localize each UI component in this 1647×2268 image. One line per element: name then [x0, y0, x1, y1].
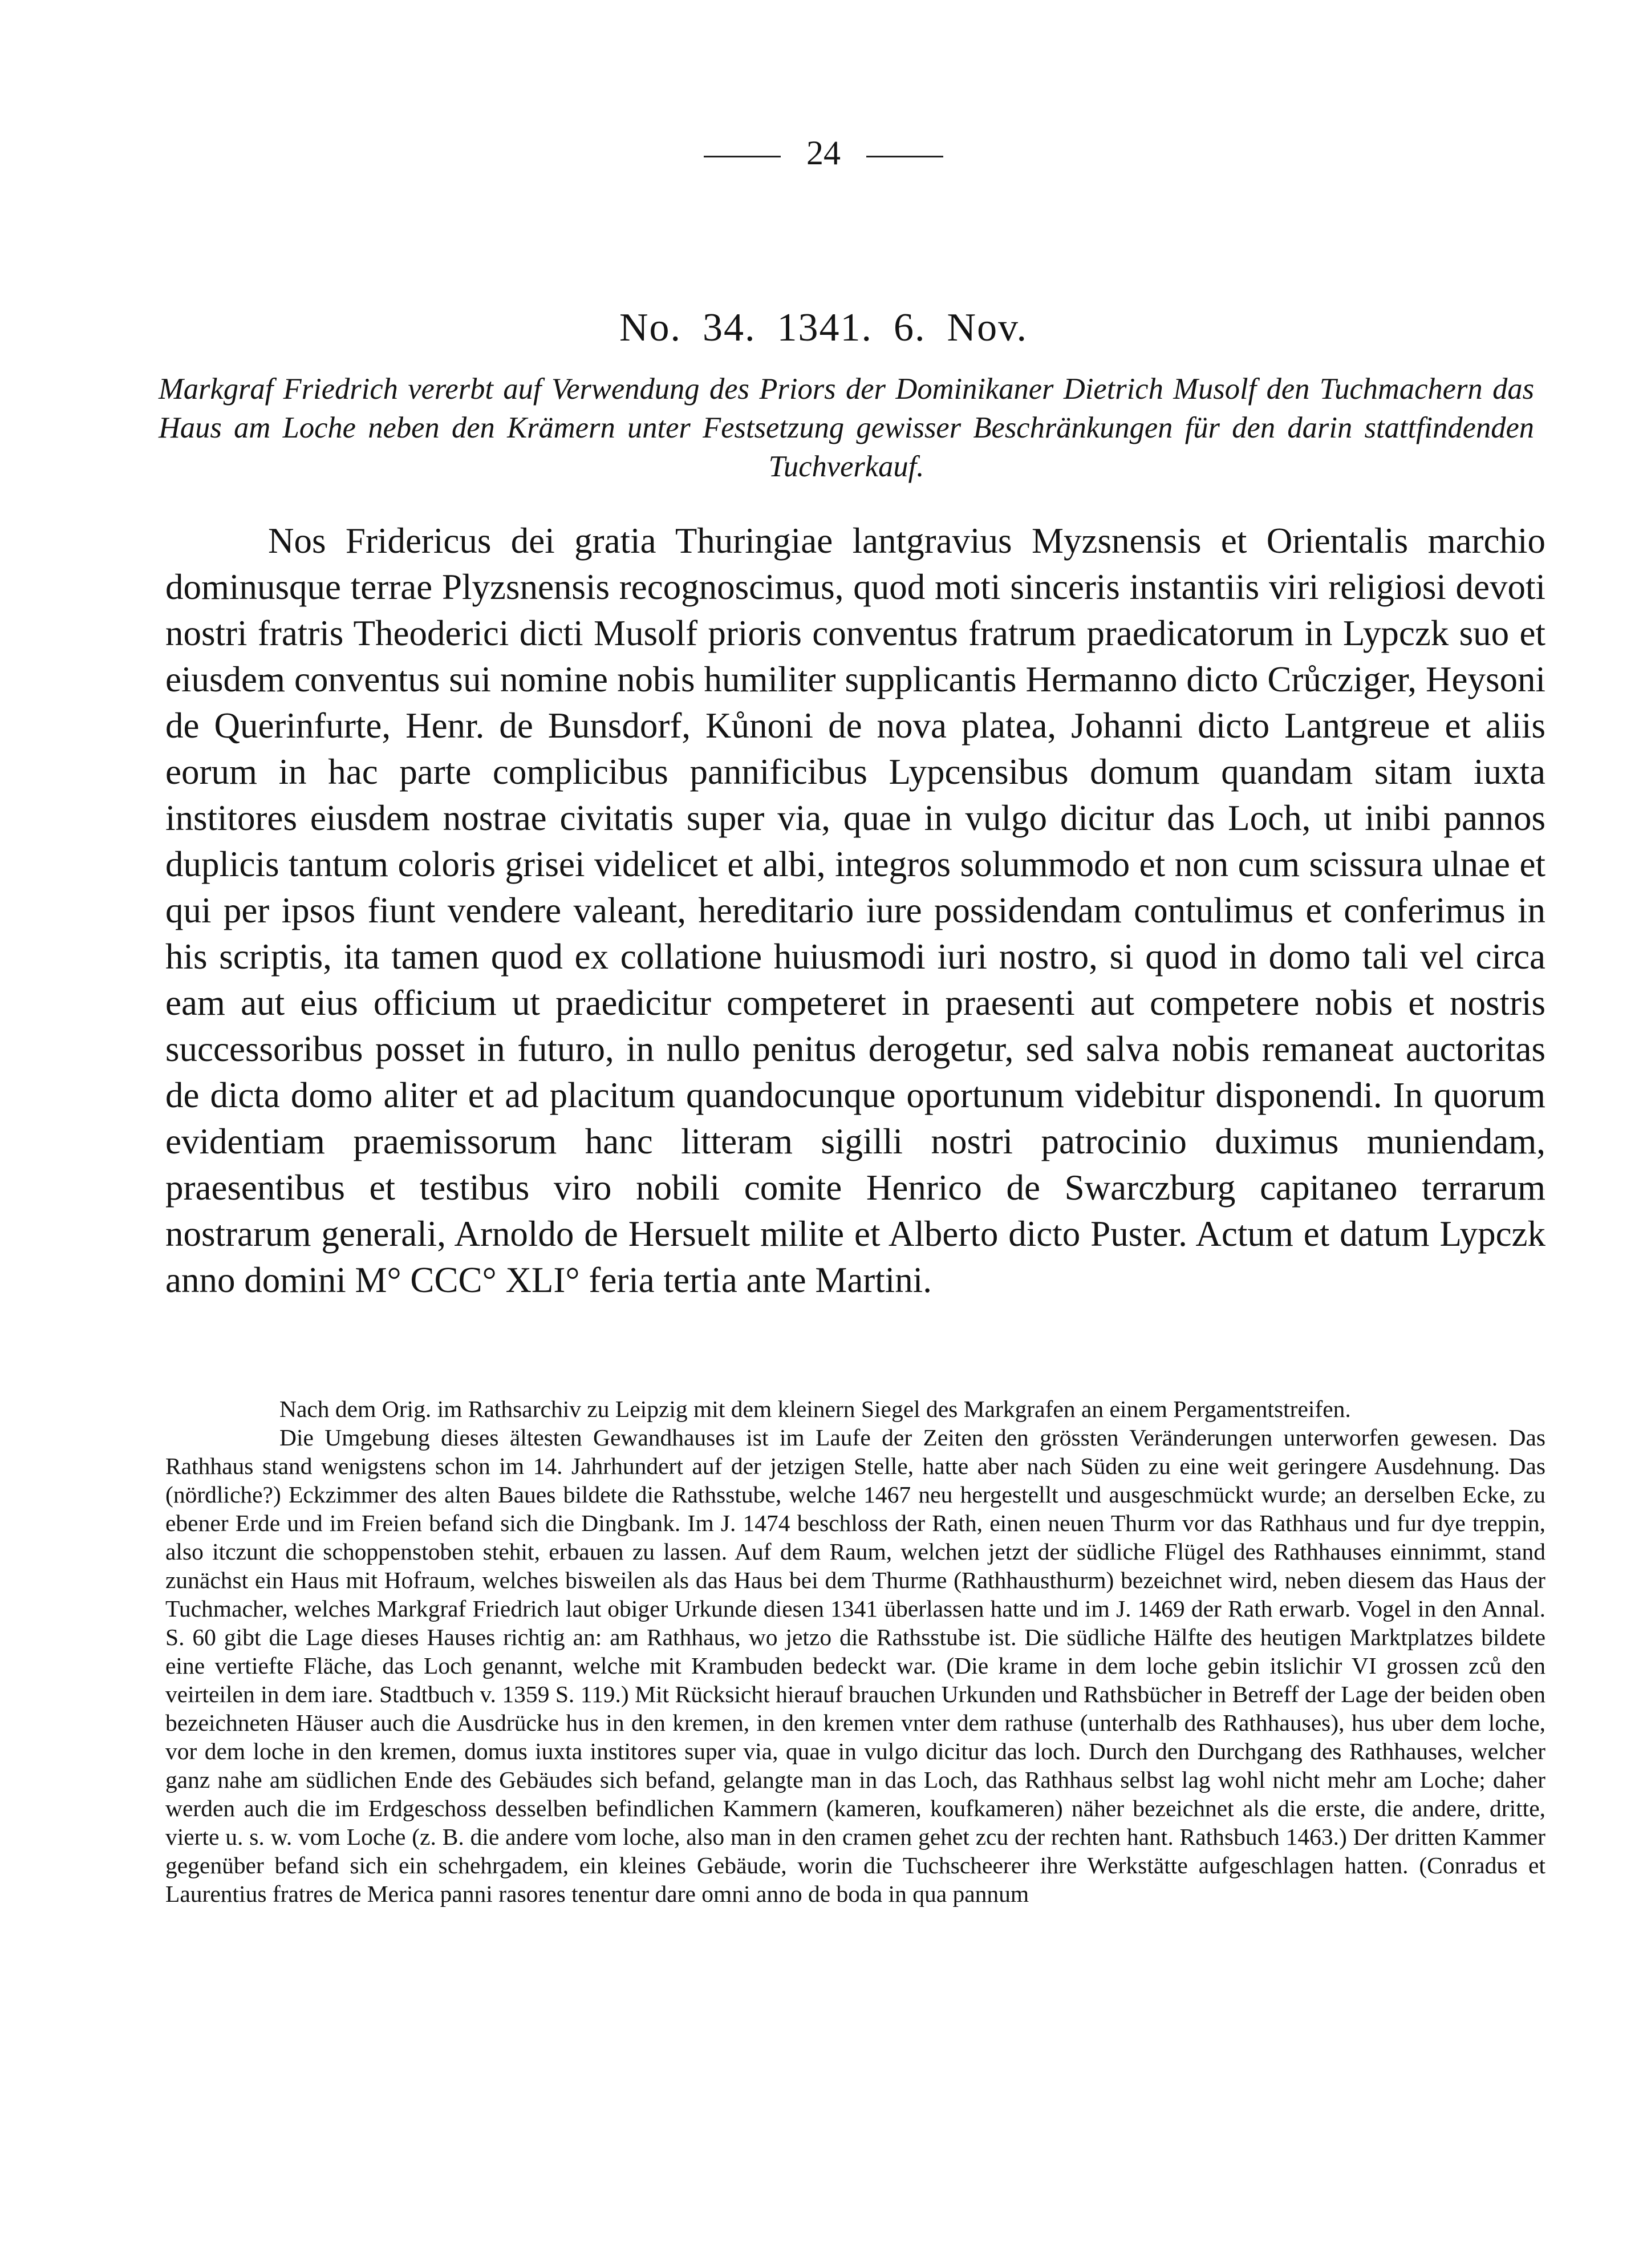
page-number [0, 130, 1647, 176]
page-number-value: 24 [806, 134, 841, 172]
document-title: No. 34. 1341. 6. Nov. [619, 306, 1028, 350]
footnotes [165, 1395, 1545, 1908]
regest-summary: Markgraf Friedrich vererbt auf Verwendung des Priors der Dominikaner Dietrich Musolf den Tuchmachern das Haus am Loche neben den Krämern unter Festsetzung gewisser Beschränkungen für den darin stattfindenden Tuchverkauf. [159, 372, 1534, 483]
commentary-note: Die Umgebung dieses ältesten Gewandhauses ist im Laufe der Zeiten den grössten Veränderungen unterworfen gewesen. Das Rathhaus stand wenigstens schon im 14. Jahrhundert auf der jetzigen Stelle, hatte aber nach Süden zu eine weit geringere Ausdehnung. Das (nördliche?) Eckzimmer des alten Baues bildete die Rathsstube, welche 1467 neu hergestellt und ausgeschmückt wurde; an derselben Ecke, zu ebener Erde und im Freien befand sich die Dingbank. Im J. 1474 beschloss der Rath, einen neuen Thurm vor das Rathhaus und fur dye treppin, also itczunt die schoppenstoben stehit, erbauen zu lassen. Auf dem Raum, welchen jetzt der südliche Flügel des Rathhauses einnimmt, stand zunächst ein Haus mit Hofraum, welches bisweilen als das Haus bei dem Thurme (Rathhausthurm) bezeichnet wird, neben diesem das Haus der Tuchmacher, welches Markgraf Friedrich laut obiger Urkunde diesen 1341 überlassen hatte und im J. 1469 der Rath erwarb. Vogel in den Annal. S. 60 gibt die Lage dieses Hauses richtig an: am Rathhaus, wo jetzo die Rathsstube ist. Die südliche Hälfte des heutigen Marktplatzes bildete eine vertiefte Fläche, das Loch genannt, welche mit Krambuden bedeckt war. (Die krame in dem loche gebin itslichir VI grossen zců den veirteilen in dem iare. Stadtbuch v. 1359 S. 119.) Mit Rücksicht hierauf brauchen Urkunden und Rathsbücher in Betreff der Lage der beiden oben bezeichneten Häuser auch die Ausdrücke hus in den kremen, in den kremen vnter dem rathuse (unterhalb des Rathhauses), hus uber dem loche, vor dem loche in den kremen, domus iuxta institores super via, quae in vulgo dicitur das loch. Durch den Durchgang des Rathhauses, welcher ganz nahe am südlichen Ende des Gebäudes sich befand, gelangte man in das Loch, das Rathhaus selbst lag wohl nicht mehr am Loche; daher werden auch die im Erdgeschoss desselben befindlichen Kammern (kameren, koufkameren) näher bezeichnet als die erste, die andere, dritte, vierte u. s. w. vom Loche (z. B. die andere vom loche, also man in den cramen gehet zcu der rechten hant. Rathsbuch 1463.) Der dritten Kammer gegenüber befand sich ein schehrgadem, ein kleines Gebäude, worin die Tuchscheerer ihre Werkstätte aufgeschlagen hatten. (Conradus et Laurentius fratres de Merica panni rasores tenentur dare omni anno de boda in qua pannum [165, 1424, 1545, 1907]
page-number-dash-right [866, 156, 943, 157]
charter-text: Nos Fridericus dei gratia Thuringiae lantgravius Myzsnensis et Orientalis marchio dominusque terrae Plyzsnensis recognoscimus, quod moti sinceris instantiis viri religiosi devoti nostri fratris Theoderici dicti Musolf prioris conventus fratrum praedicatorum in Lypczk suo et eiusdem conventus sui nomine nobis humiliter supplicantis Hermanno dicto Crůcziger, Heysoni de Querinfurte, Henr. de Bunsdorf, Kůnoni de nova platea, Johanni dicto Lantgreue et aliis eorum in hac parte complicibus pannificibus Lypcensibus domum quandam sitam iuxta institores eiusdem nostrae civitatis super via, quae in vulgo dicitur das Loch, ut inibi pannos duplicis tantum coloris grisei videlicet et albi, integros solummodo et non cum scissura ulnae et qui per ipsos fiunt vendere valeant, hereditario iure possidendam contulimus et conferimus in his scriptis, ita tamen quod ex collatione huiusmodi iuri nostro, si quod in domo tali vel circa eam aut eius officium ut praedicitur competeret in praesenti aut competere nobis et nostris successoribus posset in futuro, in nullo penitus derogetur, sed salva nobis remaneat auctoritas de dicta domo aliter et ad placitum quandocunque oportunum videbitur disponendi. In quorum evidentiam praemissorum hanc litteram sigilli nostri patrocinio duximus muniendam, praesentibus et testibus viro nobili comite Henrico de Swarczburg capitaneo terrarum nostrarum generali, Arnoldo de Hersuelt milite et Alberto dicto Puster. Actum et datum Lypczk anno domini M° CCC° XLI° feria tertia ante Martini. [165, 521, 1545, 1300]
source-note: Nach dem Orig. im Rathsarchiv zu Leipzig mit dem kleinern Siegel des Markgrafen an einem Pergamentstreifen. [279, 1396, 1351, 1422]
page-number-dash-left [704, 156, 781, 157]
